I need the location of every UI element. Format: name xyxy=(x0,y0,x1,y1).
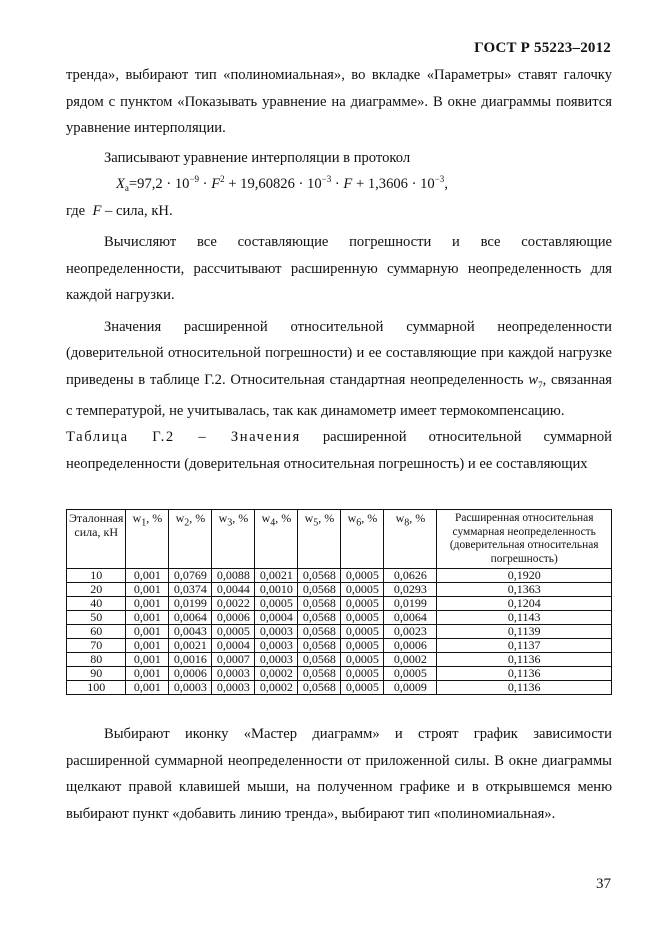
cell-component: 0,0003 xyxy=(255,625,298,639)
text-block-bottom xyxy=(66,721,612,827)
cell-component: 0,0021 xyxy=(169,639,212,653)
cell-component: 0,0005 xyxy=(255,597,298,611)
paragraph-compute-uncertainty: Вычисляют все составляющие погрешности и все составляющие неопределенности, рассчитывают расширенную суммарную неопределенность для каждой нагрузки. xyxy=(66,234,612,303)
cell-component: 0,0005 xyxy=(341,625,384,639)
cell-force: 20 xyxy=(67,583,126,597)
cell-component: 0,001 xyxy=(126,569,169,583)
header-force: Эталонная сила, кН xyxy=(67,510,126,569)
table-header-row xyxy=(67,510,612,569)
cell-component: 0,0005 xyxy=(341,569,384,583)
cell-component: 0,0005 xyxy=(341,597,384,611)
cell-component: 0,0016 xyxy=(169,653,212,667)
cell-component: 0,0006 xyxy=(212,611,255,625)
cell-expanded: 0,1139 xyxy=(437,625,612,639)
cell-component: 0,0568 xyxy=(298,667,341,681)
cell-component: 0,0009 xyxy=(384,681,437,695)
cell-component: 0,0021 xyxy=(255,569,298,583)
header-w6: $w_6$, % xyxy=(341,510,384,569)
cell-component: 0,0002 xyxy=(384,653,437,667)
cell-component: 0,0064 xyxy=(169,611,212,625)
cell-component: 0,0374 xyxy=(169,583,212,597)
table-row xyxy=(67,681,612,695)
cell-component: 0,001 xyxy=(126,597,169,611)
document-code: ГОСТ Р 55223–2012 xyxy=(474,40,611,56)
cell-expanded: 0,1920 xyxy=(437,569,612,583)
cell-force: 50 xyxy=(67,611,126,625)
cell-component: 0,0044 xyxy=(212,583,255,597)
cell-force: 100 xyxy=(67,681,126,695)
header-expanded-uncertainty: Расширенная относительная суммарная неопределенность (доверительная относительная погрешность) xyxy=(437,510,612,569)
table-row xyxy=(67,653,612,667)
cell-component: 0,0568 xyxy=(298,597,341,611)
cell-component: 0,0005 xyxy=(341,681,384,695)
cell-component: 0,001 xyxy=(126,667,169,681)
cell-component: 0,0043 xyxy=(169,625,212,639)
cell-force: 80 xyxy=(67,653,126,667)
header-w2: $w_2$, % xyxy=(169,510,212,569)
table-row xyxy=(67,611,612,625)
cell-component: 0,0005 xyxy=(341,639,384,653)
cell-component: 0,001 xyxy=(126,639,169,653)
cell-component: 0,0004 xyxy=(212,639,255,653)
cell-component: 0,0568 xyxy=(298,583,341,597)
table-row xyxy=(67,639,612,653)
header-w4: $w_4$, % xyxy=(255,510,298,569)
cell-component: 0,0003 xyxy=(169,681,212,695)
cell-expanded: 0,1137 xyxy=(437,639,612,653)
cell-component: 0,0293 xyxy=(384,583,437,597)
cell-component: 0,0769 xyxy=(169,569,212,583)
cell-component: 0,0568 xyxy=(298,639,341,653)
cell-component: 0,001 xyxy=(126,681,169,695)
cell-component: 0,0004 xyxy=(255,611,298,625)
paragraph-continuation: тренда», выбирают тип «полиномиальная», во вкладке «Параметры» ставят галочку рядом с пунктом «Показывать уравнение на диаграмме». В окне диаграммы появится уравнение интерполяции. xyxy=(66,67,612,136)
cell-expanded: 0,1136 xyxy=(437,667,612,681)
cell-component: 0,0568 xyxy=(298,569,341,583)
cell-expanded: 0,1143 xyxy=(437,611,612,625)
uncertainty-table xyxy=(66,509,612,695)
header-w8: $w_8$, % xyxy=(384,510,437,569)
cell-component: 0,0007 xyxy=(212,653,255,667)
cell-component: 0,0626 xyxy=(384,569,437,583)
page-number: 37 xyxy=(596,876,611,892)
table-caption: Таблица Г.2 – Значения расширенной относительной суммарной неопределенности (доверительная относительная погрешность) и ее составляющих xyxy=(66,429,612,472)
formula-legend: где F – сила, кН. xyxy=(66,202,173,219)
cell-component: 0,0568 xyxy=(298,611,341,625)
paragraph-values-description: Значения расширенной относительной суммарной неопределенности (доверительной относительной погрешности) и ее составляющие при каждой нагрузке приведены в таблице Г.2. Относительная стандартная неопределенность $w_7$, связанная с температурой, не учитывалась, так как динамометр имеет термокомпенсацию. xyxy=(66,318,612,419)
cell-component: 0,0002 xyxy=(255,667,298,681)
cell-force: 10 xyxy=(67,569,126,583)
cell-component: 0,001 xyxy=(126,611,169,625)
paragraph-record-equation: Записывают уравнение интерполяции в протокол xyxy=(104,149,411,166)
cell-component: 0,0005 xyxy=(384,667,437,681)
cell-component: 0,0003 xyxy=(255,653,298,667)
interpolation-formula: $X_a=97,2 \cdot 10^{-9} \cdot F^2 + 19,60826 \cdot 10^{-3} \cdot F + 1,3606 \cdot 10^{-3}$, xyxy=(116,174,448,193)
header-w1: $w_1$, % xyxy=(126,510,169,569)
cell-component: 0,0088 xyxy=(212,569,255,583)
cell-component: 0,0002 xyxy=(255,681,298,695)
header-w3: $w_3$, % xyxy=(212,510,255,569)
paragraph-chart-wizard: Выбирают иконку «Мастер диаграмм» и строят график зависимости расширенной суммарной неопределенности от приложенной силы. В окне диаграммы щелкают правой клавишей мыши, на полученном графике и в открывшемся меню выбирают пункт «добавить линию тренда», выбирают тип «полиномиальная». xyxy=(66,726,612,822)
table-row xyxy=(67,597,612,611)
table-row xyxy=(67,583,612,597)
cell-force: 60 xyxy=(67,625,126,639)
cell-component: 0,0568 xyxy=(298,653,341,667)
cell-component: 0,001 xyxy=(126,653,169,667)
cell-component: 0,001 xyxy=(126,583,169,597)
cell-expanded: 0,1363 xyxy=(437,583,612,597)
cell-expanded: 0,1136 xyxy=(437,681,612,695)
cell-force: 40 xyxy=(67,597,126,611)
cell-component: 0,0005 xyxy=(341,653,384,667)
cell-expanded: 0,1136 xyxy=(437,653,612,667)
cell-force: 90 xyxy=(67,667,126,681)
cell-component: 0,0005 xyxy=(341,583,384,597)
cell-component: 0,001 xyxy=(126,625,169,639)
cell-component: 0,0022 xyxy=(212,597,255,611)
cell-component: 0,0006 xyxy=(384,639,437,653)
cell-component: 0,0005 xyxy=(341,611,384,625)
cell-component: 0,0568 xyxy=(298,625,341,639)
text-block-top xyxy=(66,62,612,477)
header-w5: $w_5$, % xyxy=(298,510,341,569)
cell-component: 0,0568 xyxy=(298,681,341,695)
cell-component: 0,0003 xyxy=(212,681,255,695)
table-row xyxy=(67,569,612,583)
cell-component: 0,0006 xyxy=(169,667,212,681)
cell-force: 70 xyxy=(67,639,126,653)
cell-expanded: 0,1204 xyxy=(437,597,612,611)
cell-component: 0,0005 xyxy=(341,667,384,681)
cell-component: 0,0199 xyxy=(384,597,437,611)
cell-component: 0,0003 xyxy=(212,667,255,681)
cell-component: 0,0010 xyxy=(255,583,298,597)
cell-component: 0,0023 xyxy=(384,625,437,639)
table-body xyxy=(67,569,612,695)
cell-component: 0,0064 xyxy=(384,611,437,625)
table-row xyxy=(67,625,612,639)
table-row xyxy=(67,667,612,681)
cell-component: 0,0005 xyxy=(212,625,255,639)
cell-component: 0,0199 xyxy=(169,597,212,611)
cell-component: 0,0003 xyxy=(255,639,298,653)
